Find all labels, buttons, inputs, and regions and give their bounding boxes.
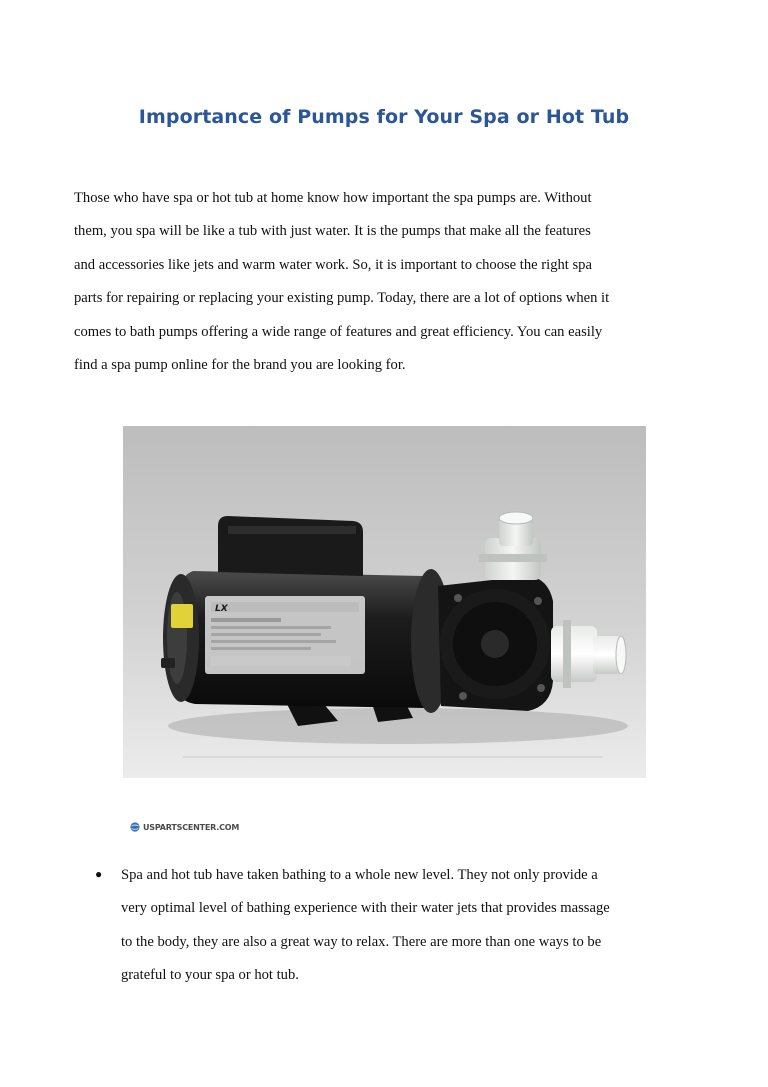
globe-icon: [130, 822, 140, 832]
intro-line: Those who have spa or hot tub at home know how important the spa pumps are. Without: [74, 190, 592, 206]
list-item: [93, 859, 713, 993]
bullet-text: [121, 859, 610, 993]
intro-line: find a spa pump online for the brand you are looking for.: [74, 357, 406, 374]
bullet-line: grateful to your spa or hot tub.: [121, 967, 299, 984]
bullet-list: [93, 859, 713, 993]
bullet-line: Spa and hot tub have taken bathing to a whole new level. They not only provide a: [121, 867, 598, 883]
svg-text:LX: LX: [215, 604, 228, 614]
intro-line: parts for repairing or replacing your existing pump. Today, there are a lot of options when it: [74, 290, 610, 307]
bullet-icon: ●: [95, 867, 103, 881]
spa-pump-photo: [123, 426, 646, 778]
image-credit: [130, 822, 239, 832]
bullet-line: to the body, they are also a great way to relax. There are more than one ways to be: [121, 933, 602, 950]
document-title: Importance of Pumps for Your Spa or Hot Tub: [138, 106, 630, 128]
intro-paragraph: [74, 182, 702, 382]
intro-line: comes to bath pumps offering a wide range of features and great efficiency. You can easily: [74, 323, 603, 340]
intro-line: them, you spa will be like a tub with just water. It is the pumps that make all the features: [74, 223, 591, 240]
intro-line: and accessories like jets and warm water work. So, it is important to choose the right spa: [74, 256, 592, 273]
credit-text: USPARTSCENTER.COM: [143, 822, 240, 832]
bullet-line: very optimal level of bathing experience with their water jets that provides massage: [121, 900, 610, 917]
